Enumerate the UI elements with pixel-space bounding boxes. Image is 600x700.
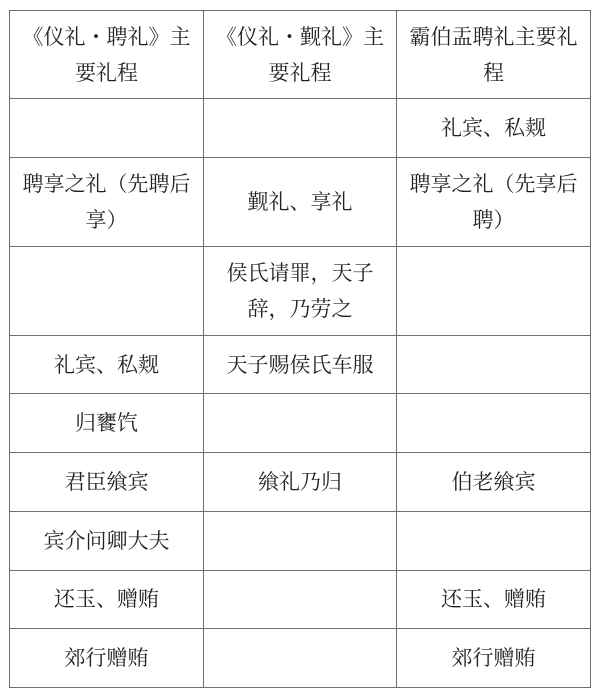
table-row <box>10 335 591 394</box>
table-cell <box>397 511 591 570</box>
table-cell: 礼宾、私觌 <box>10 335 204 394</box>
table-cell <box>397 246 591 335</box>
table-cell: 聘享之礼（先聘后享） <box>10 157 204 246</box>
table-cell: 侯氏请罪，天子辞，乃劳之 <box>204 246 397 335</box>
table-cell: 宾介问卿大夫 <box>10 511 204 570</box>
table-cell: 还玉、赠贿 <box>397 570 591 629</box>
header-row <box>10 11 591 99</box>
table-cell: 郊行赠贿 <box>397 629 591 688</box>
table-cell: 君臣飨宾 <box>10 453 204 512</box>
table-cell: 郊行赠贿 <box>10 629 204 688</box>
table-cell: 还玉、赠贿 <box>10 570 204 629</box>
table-cell <box>397 394 591 453</box>
table-row <box>10 511 591 570</box>
table-row <box>10 246 591 335</box>
table-cell <box>204 629 397 688</box>
table-cell <box>204 570 397 629</box>
table-row <box>10 157 591 246</box>
table-cell: 礼宾、私觌 <box>397 99 591 158</box>
header-cell-pinli: 《仪礼・聘礼》主要礼程 <box>10 11 204 99</box>
table-cell <box>204 394 397 453</box>
table-row <box>10 570 591 629</box>
header-cell-jinli: 《仪礼・觐礼》主要礼程 <box>204 11 397 99</box>
table-cell: 飨礼乃归 <box>204 453 397 512</box>
table-cell: 觐礼、享礼 <box>204 157 397 246</box>
table-cell <box>204 99 397 158</box>
table-cell <box>10 99 204 158</box>
table-cell: 天子赐侯氏车服 <box>204 335 397 394</box>
table-row <box>10 453 591 512</box>
table-cell <box>397 335 591 394</box>
table-cell: 伯老飨宾 <box>397 453 591 512</box>
table-cell <box>204 511 397 570</box>
ritual-comparison-table-container <box>9 10 590 688</box>
table-cell: 聘享之礼（先享后聘） <box>397 157 591 246</box>
table-row <box>10 394 591 453</box>
table-cell: 归饔饩 <box>10 394 204 453</box>
table-cell <box>10 246 204 335</box>
table-row <box>10 99 591 158</box>
ritual-comparison-table <box>9 10 591 688</box>
header-cell-babo-yu: 霸伯盂聘礼主要礼程 <box>397 11 591 99</box>
table-row <box>10 629 591 688</box>
